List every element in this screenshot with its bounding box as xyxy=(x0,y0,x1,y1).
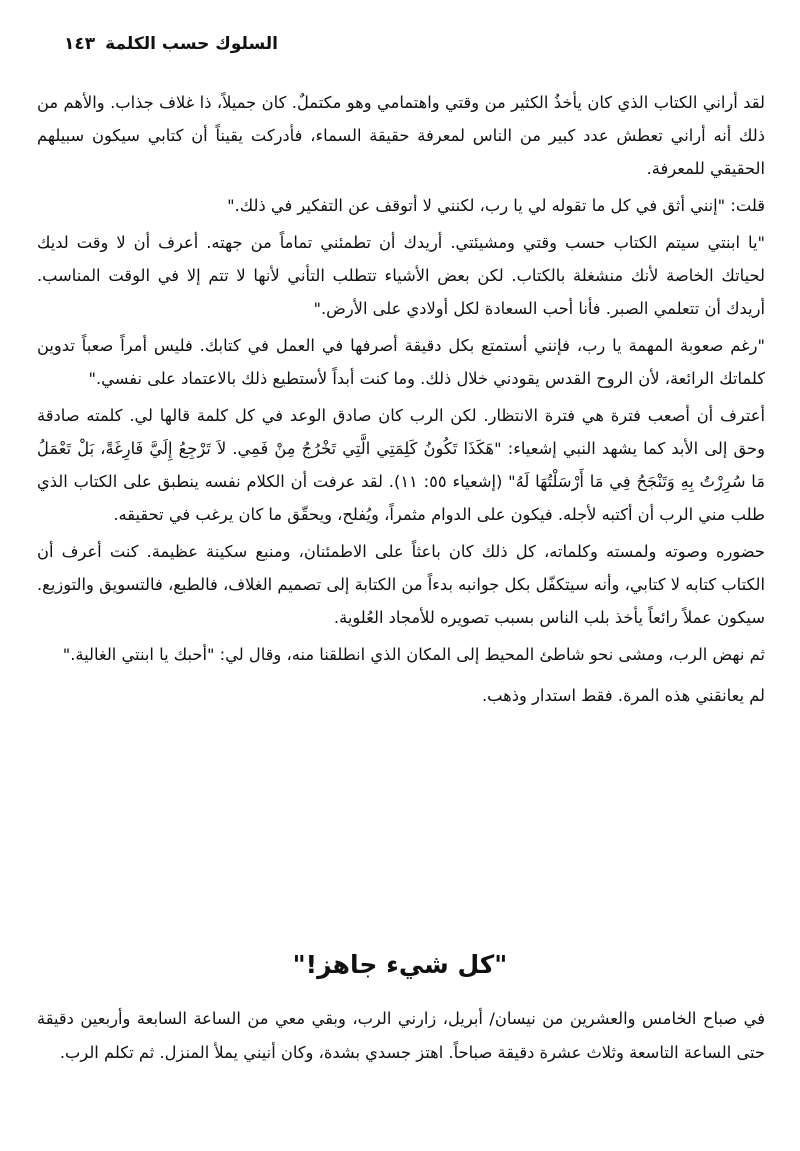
page-number: ١٤٣ xyxy=(64,34,96,54)
paragraph: ثم نهض الرب، ومشى نحو شاطئ المحيط إلى المكان الذي انطلقنا منه، وقال لي: "أحبك يا ابنتي الغالية." xyxy=(62,645,765,664)
paragraph: أعترف أن أصعب فترة هي فترة الانتظار. لكن الرب كان صادق الوعد في كل كلمة قالها لي. كلمته صادقة وحق إلى الأبد كما يشهد النبي إشعياء: "هَكَذَا تَكُونُ كَلِمَتِي الَّتِي تَخْرُجُ مِنْ فَمِي. لاَ تَرْجِعُ إِلَيَّ فَارِغَةً، بَلْ تَعْمَلُ مَا سُرِرْتُ بِهِ وَتَنْجَحُ فِي مَا أَرْسَلْتُهَا لَهُ" (إشعياء ٥٥: ١١). لقد عرفت أن الكلام نفسه ينطبق على الكتاب الذي طلب مني الرب أن أكتبه لأجله. فيكون على الدوام مثمراً، ويُفلح، ويحقّق ما كان يرغب في تحقيقه. xyxy=(37,406,765,524)
chapter-title: السلوك حسب الكلمة xyxy=(105,34,278,54)
paragraph: "رغم صعوبة المهمة يا رب، فإنني أستمتع بكل دقيقة أصرفها في العمل في كتابك. فليس أمراً صعباً تدوين كلماتك الرائعة، لأن الروح القدس يقودني خلال ذلك. وما كنت أبداً لأستطيع ذلك بالاعتماد على نفسي." xyxy=(37,336,765,388)
paragraph: حضوره وصوته ولمسته وكلماته، كل ذلك كان باعثاً على الاطمئنان، ومنبع سكينة عظيمة. كنت أعرف أن الكتاب كتابه لا كتابي، وأنه سيتكفّل بكل جوانبه بدءاً من الكتابة إلى تصميم الغلاف، فالطبع، فالتسويق والتوزيع. سيكون عملاً رائعاً يأخذ بلب الناس بسبب تصويره للأمجاد العُلوية. xyxy=(37,542,765,627)
running-head xyxy=(38,34,278,54)
paragraph: في صباح الخامس والعشرين من نيسان/ أبريل، زارني الرب، وبقي معي من الساعة السابعة وأربعين دقيقة حتى الساعة التاسعة وثلاث عشرة دقيقة صباحاً. اهتز جسدي بشدة، وكان أنيني يملأ المنزل. ثم تكلم الرب. xyxy=(37,1009,765,1062)
paragraph: "يا ابنتي سيتم الكتاب حسب وقتي ومشيئتي. أريدك أن تطمئني تماماً من جهته. أعرف أن لا وقت لديك لحياتك الخاصة لأنك منشغلة بالكتاب. لكن بعض الأشياء تتطلب التأني لأنها لا تتم إلا في الوقت المناسب. أريدك أن تتعلمي الصبر. فأنا أحب السعادة لكل أولادي على الأرض." xyxy=(37,233,765,318)
paragraph: لم يعانقني هذه المرة. فقط استدار وذهب. xyxy=(481,686,765,705)
paragraph: قلت: "إنني أثق في كل ما تقوله لي يا رب، لكنني لا أتوقف عن التفكير في ذلك." xyxy=(227,196,765,215)
body-text xyxy=(37,86,765,716)
section-body xyxy=(37,1002,765,1070)
paragraph: لقد أراني الكتاب الذي كان يأخذُ الكثير من وقتي واهتمامي وهو مكتملٌ. كان جميلاً، ذا غلاف جذاب. والأهم من ذلك أنه أراني تعطش عدد كبير من الناس لمعرفة حقيقة السماء، فأدركت يقيناً أن كتابي سيكون سبيلهم الحقيقي للمعرفة. xyxy=(37,93,765,178)
section-heading: "كل شيء جاهز!" xyxy=(292,950,508,979)
